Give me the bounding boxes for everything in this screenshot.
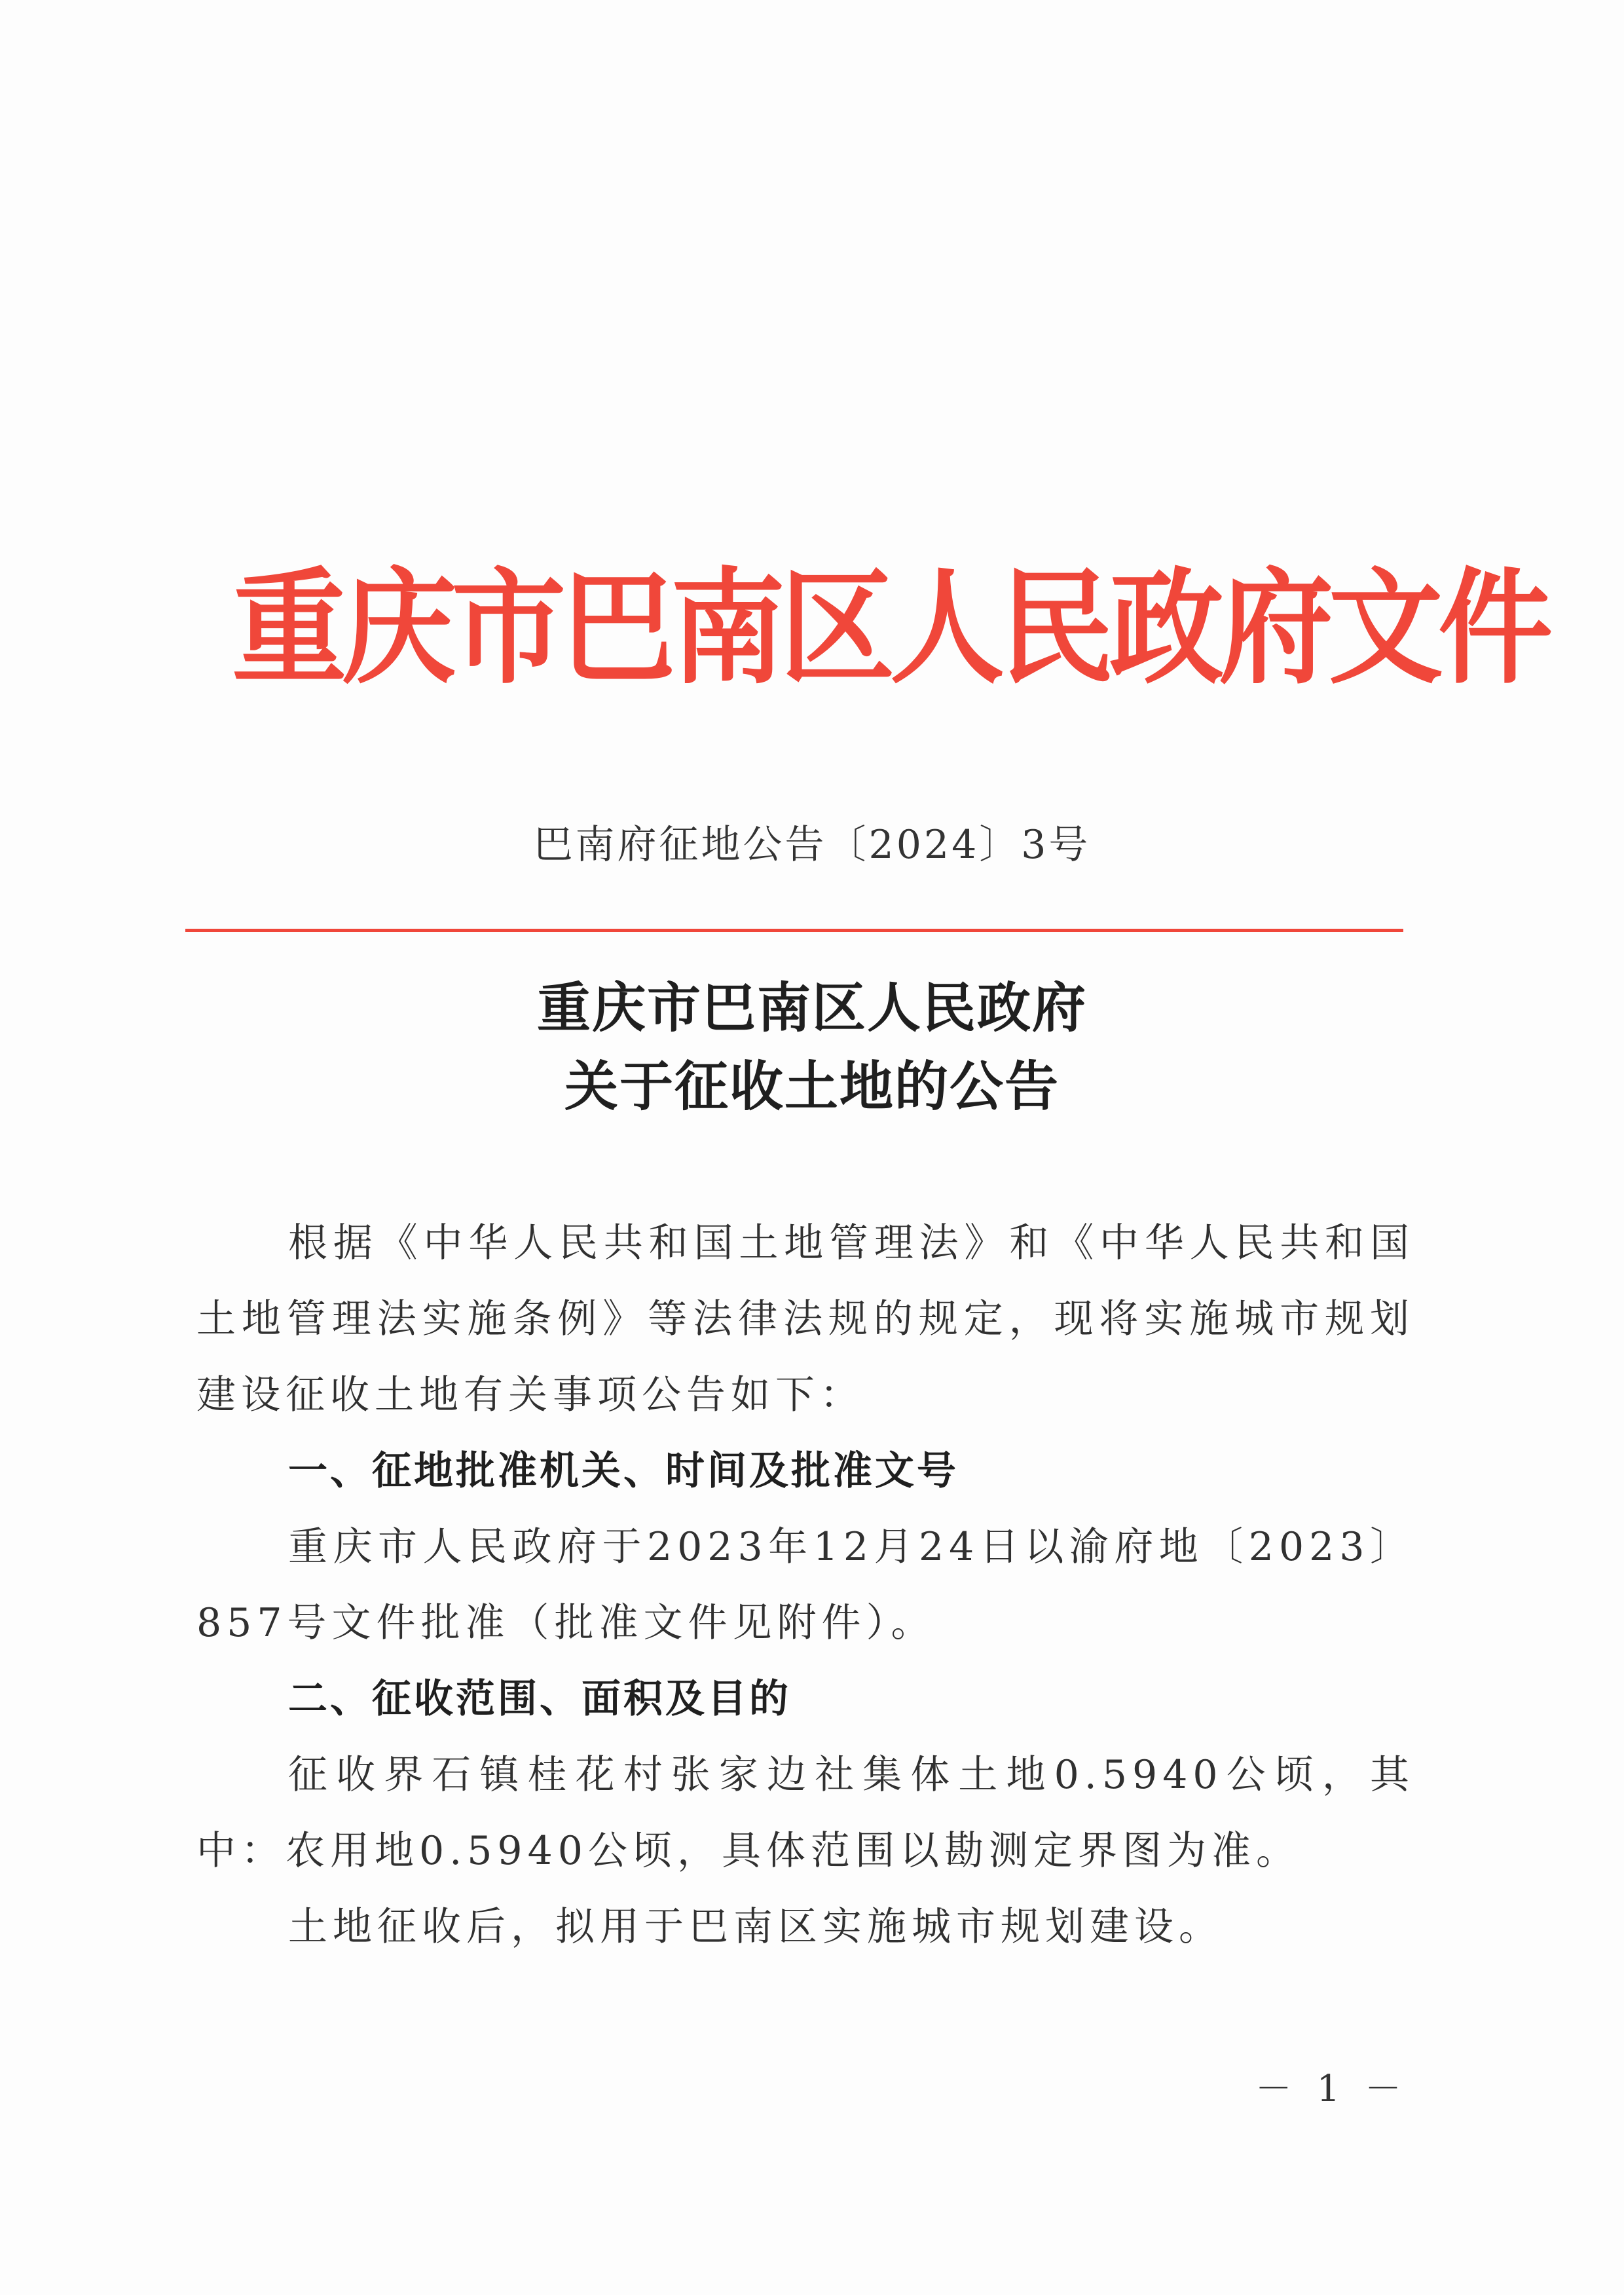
page-number: － 1 － bbox=[1255, 2068, 1408, 2110]
announcement-body bbox=[196, 1205, 1414, 1965]
section2-heading: 二、征收范围、面积及目的 bbox=[288, 1676, 791, 1722]
section1-paragraph: 重庆市人民政府于2023年12月24日以渝府地〔2023〕857号文件批准（批准文件见附件）。 bbox=[196, 1524, 1414, 1646]
red-divider-line bbox=[185, 929, 1403, 932]
intro-paragraph: 根据《中华人民共和国土地管理法》和《中华人民共和国土地管理法实施条例》等法律法规的规定，现将实施城市规划建设征收土地有关事项公告如下： bbox=[196, 1220, 1414, 1418]
document-number: 巴南府征地公告〔2024〕3号 bbox=[533, 822, 1091, 868]
section2-paragraph-1: 征收界石镇桂花村张家边社集体土地0.5940公顷，其中：农用地0.5940公顷，具体范围以勘测定界图为准。 bbox=[196, 1752, 1414, 1874]
announcement-title bbox=[0, 969, 1624, 1127]
announcement-title-line2: 关于征收土地的公告 bbox=[564, 1056, 1060, 1118]
masthead-title: 重庆市巴南区人民政府文件 bbox=[232, 556, 1548, 701]
announcement-title-line1: 重庆市巴南区人民政府 bbox=[536, 977, 1087, 1039]
section2-paragraph-2: 土地征收后，拟用于巴南区实施城市规划建设。 bbox=[288, 1904, 1223, 1950]
section1-heading: 一、征地批准机关、时间及批准文号 bbox=[288, 1448, 959, 1494]
